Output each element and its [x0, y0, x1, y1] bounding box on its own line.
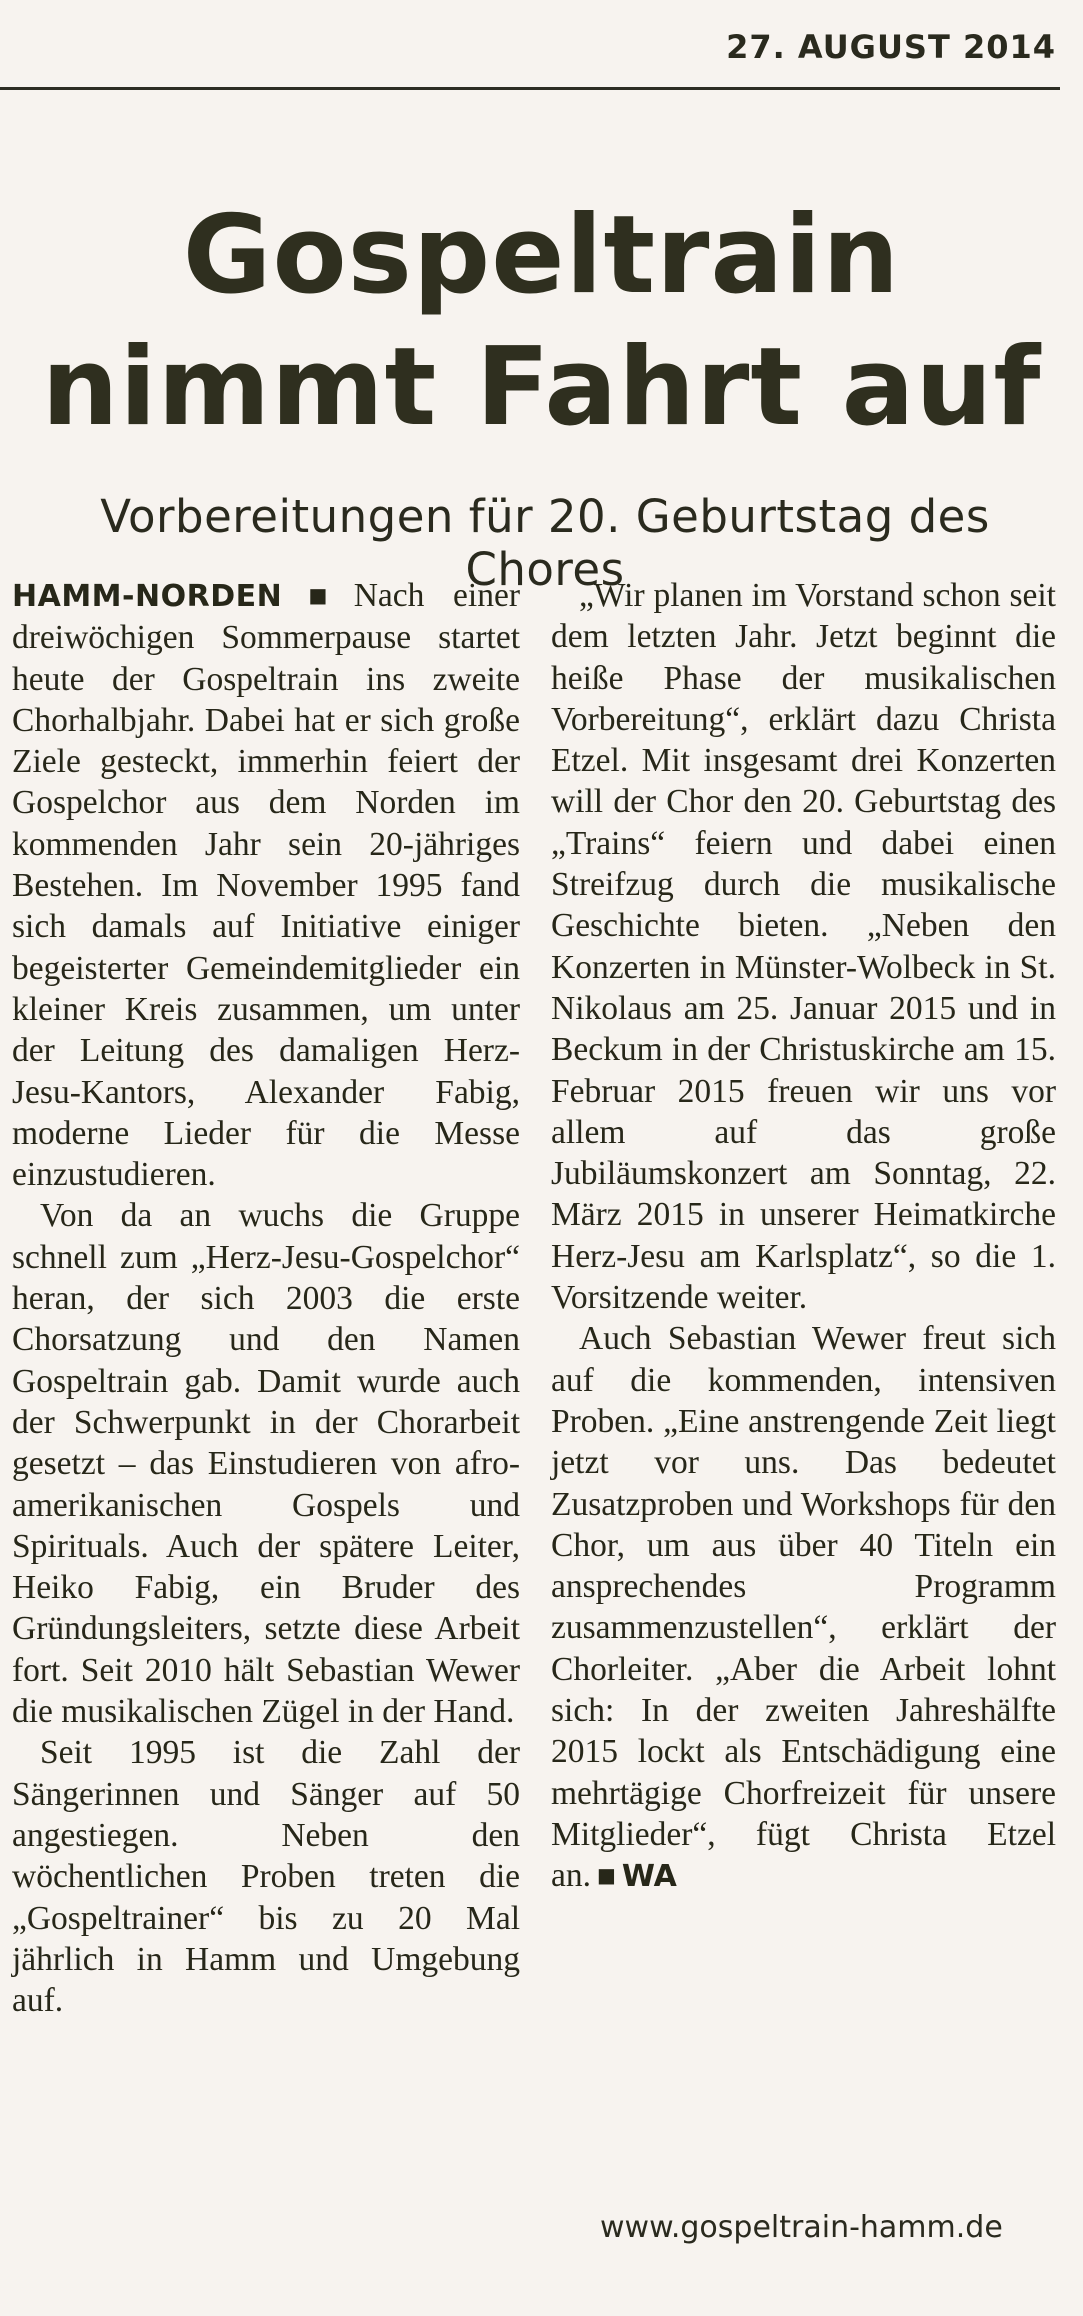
- paragraph-right-1: „Wir planen im Vorstand schon seit dem letzten Jahr. Jetzt beginnt die heiße Phase der musikalischen Vorbereitung“, erklärt dazu Christa Etzel. Mit insgesamt drei Konzerten will der Chor den 20. Geburtstag des „Trains“ feiern und dabei einen Streifzug durch die musikalische Geschichte bieten. „Neben den Konzerten in Münster-Wolbeck in St. Nikolaus am 25. Januar 2015 und in Beckum in der Christuskirche am 15. Februar 2015 freuen wir uns vor allem auf das große Jubiläumskonzert am Sonntag, 22. März 2015 in unserer Heimatkirche Herz-Jesu am Karlsplatz“, so die 1. Vorsitzende weiter.: [551, 577, 1056, 1317]
- end-square-icon: ■: [597, 1863, 616, 1888]
- bullet-square-icon: ■: [288, 583, 348, 607]
- column-left: [12, 575, 520, 2021]
- headline-line-2: nimmt Fahrt auf: [41, 325, 1042, 450]
- column-right: [551, 575, 1056, 1898]
- subheadline: Vorbereitungen für 20. Geburtstag des Chores: [100, 490, 990, 596]
- issue-date: 27. AUGUST 2014: [726, 28, 1056, 66]
- author-signature: WA: [621, 1859, 677, 1895]
- headline: [0, 190, 1083, 454]
- dateline: HAMM-NORDEN: [12, 579, 283, 614]
- headline-line-1: Gospeltrain: [182, 193, 901, 318]
- website-url: www.gospeltrain-hamm.de: [600, 2210, 1003, 2245]
- paragraph-left-2: Von da an wuchs die Gruppe schnell zum „Herz-Jesu-Gospelchor“ heran, der sich 2003 die erste Chorsatzung und den Namen Gospeltrain gab. Damit wurde auch der Schwerpunkt in der Chorarbeit gesetzt – das Einstudieren von afro-amerikanischen Gospels und Spirituals. Auch der spätere Leiter, Heiko Fabig, ein Bruder des Gründungsleiters, setzte diese Arbeit fort. Seit 2010 hält Sebastian Wewer die musikalischen Zügel in der Hand.: [12, 1197, 520, 1731]
- header-rule: [0, 87, 1060, 90]
- paragraph-text: Nach einer dreiwöchigen Sommerpause startet heute der Gospeltrain ins zweite Chorhalbjahr. Dabei hat er sich große Ziele gesteckt, immerhin feiert der Gospelchor aus dem Norden im kommenden Jahr sein 20-jähriges Bestehen. Im November 1995 fand sich damals auf Initiative einiger begeisterter Gemeindemitglieder ein kleiner Kreis zusammen, um unter der Leitung des damaligen Herz-Jesu-Kantors, Alexander Fabig, moderne Lieder für die Messe einzustudieren.: [12, 577, 520, 1194]
- paragraph-right-2: [551, 1318, 1056, 1897]
- paragraph-left-3: Seit 1995 ist die Zahl der Sängerinnen und Sänger auf 50 angestiegen. Neben den wöchentlichen Proben treten die „Gospeltrainer“ bis zu 20 Mal jährlich in Hamm und Umgebung auf.: [12, 1734, 520, 2020]
- paragraph-left-1: [12, 575, 520, 1195]
- paragraph-text: Auch Sebastian Wewer freut sich auf die kommenden, intensiven Proben. „Eine anstrengende Zeit liegt jetzt vor uns. Das bedeutet Zusatzproben und Workshops für den Chor, um aus über 40 Titeln ein ansprechendes Programm zusammenzustellen“, erklärt der Chorleiter. „Aber die Arbeit lohnt sich: In der zweiten Jahreshälfte 2015 lockt als Entschädigung eine mehrtägige Chorfreizeit für unsere Mitglieder“, fügt Christa Etzel an.: [551, 1320, 1056, 1895]
